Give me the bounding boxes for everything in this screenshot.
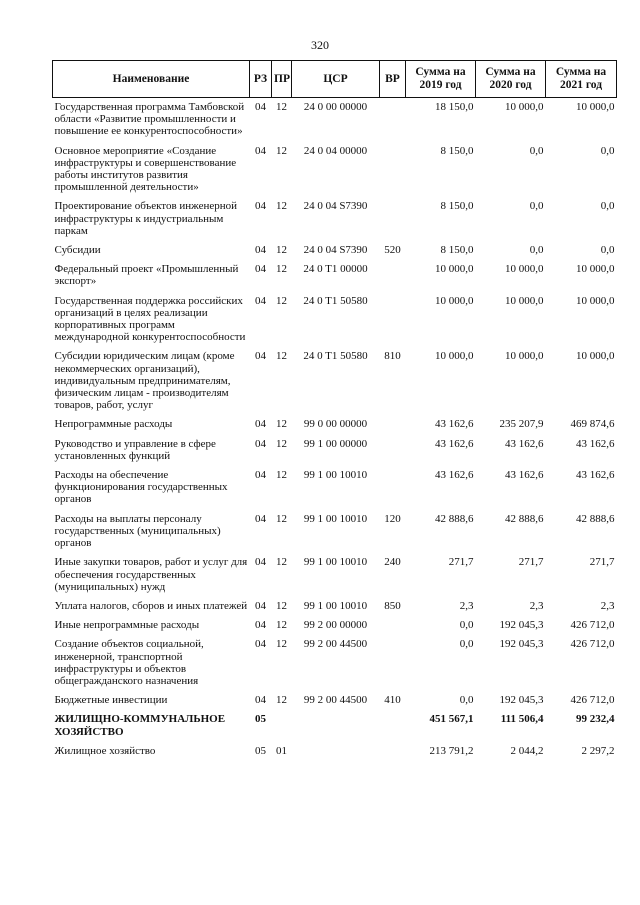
cell-rz: 05 [255,713,266,726]
cell-sum-2020: 10 000,0 [505,101,544,113]
table-row [53,466,617,510]
cell-vr [380,260,406,291]
cell-sum-2021: 0,0 [600,200,615,213]
cell-sum-2021: 99 232,4 [576,713,615,726]
cell-name: Непрограммные расходы [54,418,173,431]
cell-csr: 99 1 00 00000 [303,437,368,450]
table-row [53,98,617,142]
cell-sum-2021: 43 162,6 [576,469,615,482]
cell-sum-2021: 0,0 [600,144,615,157]
table-header-row [53,61,617,98]
cell-vr: 410 [384,694,401,707]
cell-name: Бюджетные инвестиции [54,694,168,707]
header-name: Наименование [53,61,250,98]
cell-sum-2021: 2,3 [600,599,615,612]
cell-sum-2019: 42 888,6 [435,512,474,525]
table-row [53,597,617,616]
cell-rz: 04 [255,101,266,113]
cell-sum-2019: 0,0 [459,619,474,632]
cell-sum-2020: 10 000,0 [505,263,544,276]
cell-sum-2019: 2,3 [459,599,474,612]
cell-csr: 24 0 00 00000 [303,101,368,113]
cell-vr [380,142,406,198]
header-csr: ЦСР [292,61,380,98]
cell-name: Создание объектов социальной, инженерной, транспортной инфраструктуры и объектов общегражданского назначения [54,638,204,687]
cell-vr: 240 [384,556,401,569]
cell-sum-2021: 469 874,6 [570,418,615,431]
cell-sum-2019: 18 150,0 [435,101,474,113]
table-row [53,260,617,291]
cell-vr: 520 [384,244,401,257]
cell-csr: 99 1 00 10010 [303,556,368,569]
header-pr: ПР [272,61,292,98]
cell-csr: 24 0 T1 00000 [303,263,368,276]
cell-sum-2019: 10 000,0 [435,350,474,363]
cell-name: Субсидии [54,244,101,257]
cell-rz: 04 [255,418,266,431]
table-row [53,616,617,635]
cell-name: Государственная поддержка российских организаций в целях реализации корпоративных программ международной конкурентоспособности [54,294,246,344]
table-row [53,292,617,348]
cell-sum-2021: 426 712,0 [570,619,615,632]
header-sum-2021: Сумма на 2021 год [546,61,617,98]
cell-name: Руководство и управление в сфере установленных функций [54,437,216,462]
cell-sum-2020: 192 045,3 [499,638,544,651]
cell-csr: 24 0 04 00000 [303,144,368,157]
cell-sum-2019: 0,0 [459,638,474,651]
cell-vr [380,292,406,348]
cell-vr [380,635,406,691]
cell-csr: 24 0 04 S7390 [303,244,368,257]
cell-name: Федеральный проект «Промышленный экспорт» [54,263,239,288]
cell-name: Расходы на выплаты персоналу государственных (муниципальных) органов [54,512,221,550]
cell-sum-2019: 43 162,6 [435,469,474,482]
cell-pr: 12 [276,101,287,113]
cell-sum-2020: 0,0 [529,144,544,157]
cell-sum-2020: 0,0 [529,244,544,257]
table-row [53,553,617,597]
cell-sum-2019: 271,7 [448,556,474,569]
cell-name: Жилищное хозяйство [54,744,156,757]
cell-csr: 99 1 00 10010 [303,512,368,525]
cell-pr: 12 [276,294,287,307]
cell-csr: 24 0 04 S7390 [303,200,368,213]
cell-pr: 12 [276,512,287,525]
cell-pr: 12 [276,350,287,363]
cell-sum-2021: 271,7 [589,556,615,569]
cell-vr [380,415,406,434]
cell-rz: 04 [255,200,266,213]
cell-sum-2021: 426 712,0 [570,638,615,651]
table-row [53,241,617,260]
cell-sum-2020: 2,3 [529,599,544,612]
table-row [53,710,617,741]
cell-rz: 04 [255,294,266,307]
cell-vr [380,710,406,741]
cell-vr [380,616,406,635]
cell-rz: 04 [255,556,266,569]
cell-sum-2021: 426 712,0 [570,694,615,707]
cell-csr: 99 2 00 44500 [303,638,368,651]
header-sum-2020: Сумма на 2020 год [476,61,546,98]
cell-pr: 12 [276,619,287,632]
cell-name: Государственная программа Тамбовской области «Развитие промышленности и повышение ее конкурентоспособности» [54,101,245,138]
cell-pr: 12 [276,469,287,482]
cell-rz: 04 [255,512,266,525]
cell-pr: 12 [276,263,287,276]
cell-sum-2019: 0,0 [459,694,474,707]
cell-sum-2020: 235 207,9 [499,418,544,431]
cell-pr: 12 [276,144,287,157]
cell-sum-2019: 8 150,0 [440,244,474,257]
cell-vr: 810 [384,350,401,363]
cell-pr: 12 [276,638,287,651]
cell-rz: 04 [255,263,266,276]
header-vr: ВР [380,61,406,98]
cell-sum-2020: 43 162,6 [505,469,544,482]
cell-rz: 04 [255,694,266,707]
cell-pr: 12 [276,418,287,431]
cell-sum-2021: 0,0 [600,244,615,257]
cell-rz: 04 [255,350,266,363]
page-number: 320 [311,38,329,52]
cell-sum-2021: 10 000,0 [576,101,615,113]
cell-name: ЖИЛИЩНО-КОММУНАЛЬНОЕ ХОЗЯЙСТВО [54,713,226,738]
table-row [53,691,617,710]
cell-sum-2020: 192 045,3 [499,694,544,707]
cell-csr: 99 1 00 10010 [303,469,368,482]
cell-vr: 850 [384,599,401,612]
cell-csr: 99 1 00 10010 [303,599,368,612]
cell-csr: 24 0 T1 50580 [303,294,368,307]
cell-rz: 05 [255,744,266,757]
table-row [53,197,617,241]
cell-sum-2019: 8 150,0 [440,200,474,213]
table-row [53,415,617,434]
cell-rz: 04 [255,437,266,450]
cell-csr: 99 2 00 00000 [303,619,368,632]
budget-table [52,60,617,761]
cell-pr: 12 [276,599,287,612]
cell-pr: 12 [276,556,287,569]
cell-sum-2021: 42 888,6 [576,512,615,525]
cell-sum-2021: 10 000,0 [576,294,615,307]
cell-rz: 04 [255,469,266,482]
cell-sum-2019: 10 000,0 [435,294,474,307]
table-body [53,98,617,761]
cell-vr [380,197,406,241]
cell-sum-2019: 10 000,0 [435,263,474,276]
table-row [53,142,617,198]
cell-name: Иные закупки товаров, работ и услуг для обеспечения государственных (муниципальных) нужд [54,556,248,593]
table-row [53,510,617,554]
table-row [53,742,617,761]
cell-sum-2021: 2 297,2 [581,744,615,757]
cell-sum-2020: 192 045,3 [499,619,544,632]
cell-pr [272,710,292,741]
cell-csr: 24 0 T1 50580 [303,350,368,363]
cell-sum-2020: 10 000,0 [505,350,544,363]
table-row [53,635,617,691]
cell-name: Иные непрограммные расходы [54,619,200,632]
cell-name: Основное мероприятие «Создание инфраструктуры и совершенствование работы институтов развития промышленной деятельности» [54,144,237,194]
cell-pr: 01 [276,744,287,757]
cell-sum-2019: 451 567,1 [429,713,474,726]
cell-sum-2020: 0,0 [529,200,544,213]
table-row [53,435,617,466]
cell-sum-2020: 111 506,4 [500,713,544,726]
cell-sum-2021: 10 000,0 [576,350,615,363]
cell-rz: 04 [255,638,266,651]
cell-pr: 12 [276,437,287,450]
header-rz: РЗ [250,61,272,98]
cell-sum-2020: 2 044,2 [510,744,544,757]
cell-sum-2020: 10 000,0 [505,294,544,307]
cell-sum-2019: 8 150,0 [440,144,474,157]
cell-name: Субсидии юридическим лицам (кроме некоммерческих организаций), индивидуальным предпринимателям, физическим лицам - производителям товаров, работ, услуг [54,350,235,412]
cell-csr [292,710,380,741]
cell-vr [380,98,406,142]
cell-pr: 12 [276,200,287,213]
cell-rz: 04 [255,599,266,612]
cell-vr [380,466,406,510]
table-row [53,347,617,415]
cell-sum-2019: 43 162,6 [435,418,474,431]
header-sum-2019: Сумма на 2019 год [406,61,476,98]
cell-sum-2020: 43 162,6 [505,437,544,450]
cell-name: Проектирование объектов инженерной инфраструктуры к индустриальным паркам [54,200,238,237]
cell-sum-2020: 271,7 [518,556,544,569]
cell-rz: 04 [255,244,266,257]
cell-vr [380,742,406,761]
cell-vr [380,435,406,466]
cell-csr: 99 0 00 00000 [303,418,368,431]
cell-rz: 04 [255,144,266,157]
cell-rz: 04 [255,619,266,632]
cell-vr: 120 [384,512,401,525]
cell-sum-2020: 42 888,6 [505,512,544,525]
cell-pr: 12 [276,244,287,257]
cell-csr [292,742,380,761]
cell-pr: 12 [276,694,287,707]
cell-sum-2021: 10 000,0 [576,263,615,276]
cell-name: Расходы на обеспечение функционирования государственных органов [54,469,228,506]
cell-csr: 99 2 00 44500 [303,694,368,707]
cell-sum-2019: 213 791,2 [429,744,474,757]
cell-sum-2021: 43 162,6 [576,437,615,450]
cell-name: Уплата налогов, сборов и иных платежей [54,599,248,612]
cell-sum-2019: 43 162,6 [435,437,474,450]
